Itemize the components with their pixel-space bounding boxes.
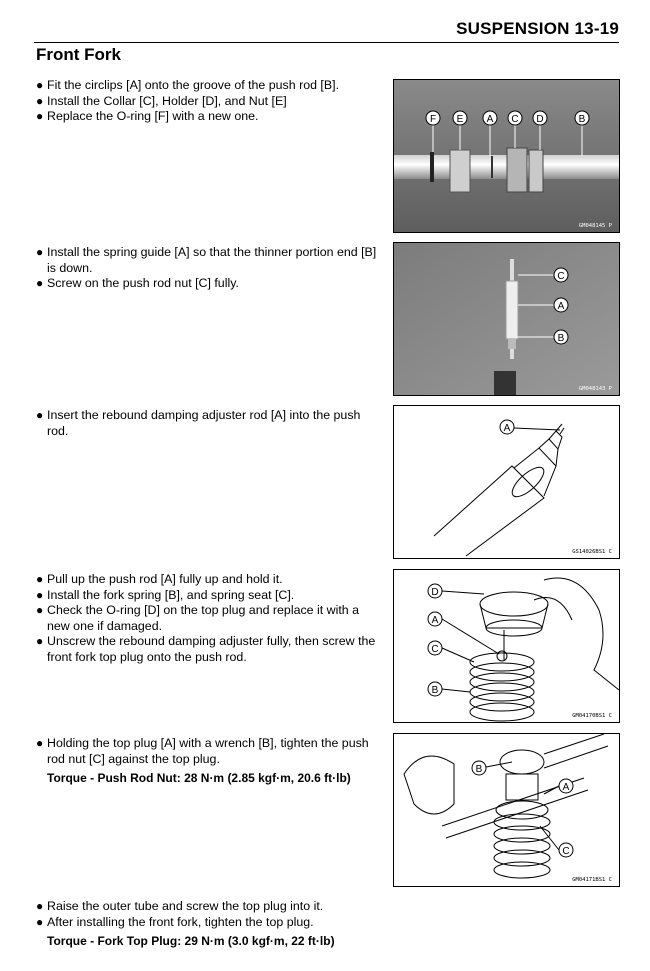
fig1-label-f: F xyxy=(429,114,437,125)
figure-wrench-tighten xyxy=(393,733,620,887)
step-3-bullet-1: ● Insert the rebound damping adjuster rod [A] into the push rod. xyxy=(36,408,361,438)
fig1-label-a: A xyxy=(486,114,494,125)
step-6-text xyxy=(36,899,381,950)
step-1-bullet-1: ● Fit the circlips [A] onto the groove of the push rod [B]. xyxy=(36,78,340,92)
step-2-bullet-2: ● Screw on the push rod nut [C] fully. xyxy=(36,276,239,291)
figure-top-plug-install xyxy=(393,569,620,723)
fig4-code: GM04170BS1 C xyxy=(572,713,612,719)
torque-fork-top-plug: Torque - Fork Top Plug: 29 N·m (3.0 kgf·m, 22 ft·lb) xyxy=(47,934,335,949)
step-3-text xyxy=(36,408,381,439)
fig1-label-e: E xyxy=(456,114,464,125)
fig4-label-c: C xyxy=(431,644,439,655)
fig5-label-a: A xyxy=(562,782,570,793)
fig2-code: GM048143 P xyxy=(578,386,612,392)
step-2-text xyxy=(36,245,381,292)
step-1-text xyxy=(36,78,381,125)
fig1-label-b: B xyxy=(578,114,586,125)
step-5-bullet-1: ● Holding the top plug [A] with a wrench [B], tighten the push rod nut [C] against the top plug. xyxy=(36,736,369,766)
step-6-bullet-2: ● After installing the front fork, tighten the top plug. xyxy=(36,914,314,929)
figure-adjuster-rod xyxy=(393,405,620,559)
fig1-label-c: C xyxy=(511,114,519,125)
step-1-bullet-3: ● Replace the O-ring [F] with a new one. xyxy=(36,109,259,124)
fig2-label-a: A xyxy=(557,301,565,312)
fig2-label-c: C xyxy=(557,271,565,282)
step-2-bullet-1: ● Install the spring guide [A] so that the thinner portion end [B] is down. xyxy=(36,245,377,275)
fig4-label-d: D xyxy=(431,587,439,598)
torque-push-rod-nut: Torque - Push Rod Nut: 28 N·m (2.85 kgf·m, 20.6 ft·lb) xyxy=(47,771,351,786)
figure-spring-guide xyxy=(393,242,620,396)
fig3-code: GS14026BS1 C xyxy=(572,549,612,555)
fig3-label-a: A xyxy=(503,423,511,434)
fig1-label-d: D xyxy=(536,114,544,125)
fig4-label-b: B xyxy=(431,685,439,696)
fig5-label-b: B xyxy=(475,764,483,775)
header-rule xyxy=(34,42,619,43)
fig4-label-a: A xyxy=(431,615,439,626)
step-4-text xyxy=(36,572,381,666)
step-4-bullet-2: ● Install the fork spring [B], and spring seat [C]. xyxy=(36,587,295,602)
section-title: Front Fork xyxy=(36,45,121,64)
fig5-label-c: C xyxy=(562,846,570,857)
fig5-code: GM04171BS1 C xyxy=(572,877,612,883)
step-5-text xyxy=(36,736,381,787)
fig1-code: GM048145 P xyxy=(578,223,612,229)
step-1-bullet-2: ● Install the Collar [C], Holder [D], and Nut [E] xyxy=(36,93,287,108)
figure-push-rod-parts xyxy=(393,79,620,233)
fig2-label-b: B xyxy=(557,333,565,344)
page-header: SUSPENSION 13-19 xyxy=(456,19,619,38)
step-4-bullet-1: ● Pull up the push rod [A] fully up and hold it. xyxy=(36,572,283,586)
step-4-bullet-4: ● Unscrew the rebound damping adjuster fully, then screw the front fork top plug onto the push rod. xyxy=(36,634,376,664)
step-4-bullet-3: ● Check the O-ring [D] on the top plug and replace it with a new one if damaged. xyxy=(36,603,360,633)
step-6-bullet-1: ● Raise the outer tube and screw the top plug into it. xyxy=(36,899,324,913)
